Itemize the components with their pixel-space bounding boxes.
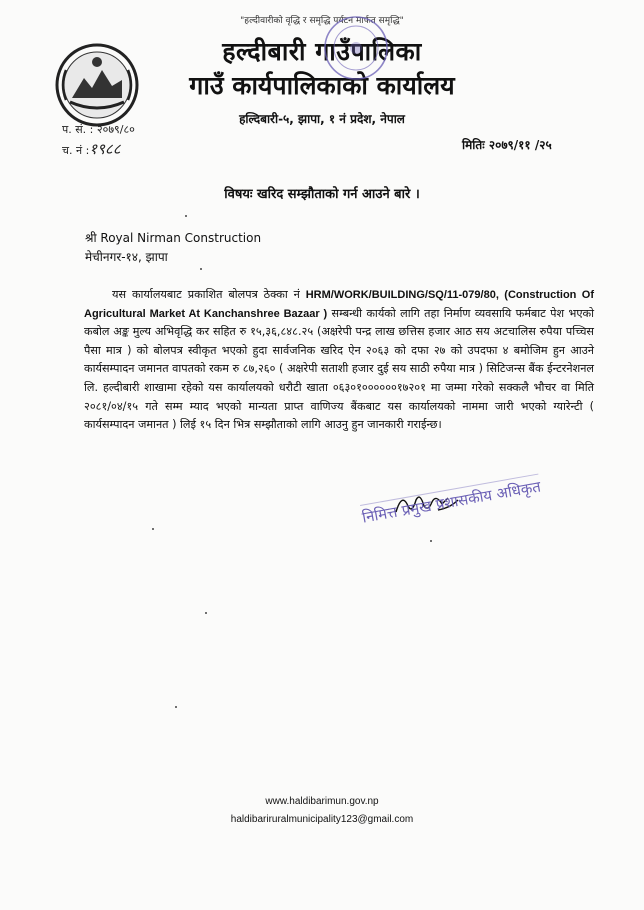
footer-email: haldibariruralmunicipality123@gmail.com (230, 814, 414, 825)
dust-speck (200, 268, 202, 270)
body-main: सम्बन्धी कार्यको लागि तहा निर्माण व्यवसायि फर्मबाट पेश भएको कबोल अङ्क मुल्य अभिवृद्धि कर सहित रु १५,३६,८४८.२५ (अक्षरेपी पन्द्र लाख छत्तिस हजार आठ सय अटचालिस रुपैया पच्चिस पैसा मात्र ) को बोलपत्र स्वीकृत भएको हुदा सार्वजनिक खरिद ऐन २०६३ को दफा २७ को उपदफा ४ बमोजिम हुन आउने कार्यसम्पादन जमानत वापतको रकम रु ८७,२६० ( अक्षरेपी सताशी हजार दुई सय साठी रुपैया मात्र ) सिटिजन्स बैंक ईन्टरनेशनल लि. हल्दीबारी शाखामा रहेको यस कार्यालयको धरौटी खाता ०६३०१००००००१७२०१ मा जम्मा गरेको सक्कलै भौचर वा मिति २०८१/०४/१५ गते सम्म म्याद भएको मान्यता प्राप्त वाणिज्य बैंकबाट यस कार्यालयको नाममा जारी भएको ग्यारेन्टी ( कार्यसम्पादन जमानत ) लिई १५ दिन भित्र सम्झौताको लागि आउनु हुन जानकारी गराईन्छ। (84, 306, 595, 432)
dust-speck (430, 540, 432, 542)
office-subtitle: गाउँ कार्यपालिकाको कार्यालय (189, 71, 455, 100)
tagline: "हल्दीवारीको वृद्धि र समृद्धि पर्यटन मार्फत समृद्धि" (240, 16, 404, 26)
dust-speck (175, 706, 177, 708)
dust-speck (205, 612, 207, 614)
letter-body (84, 286, 594, 435)
body-intro: यस कार्यालयबाट प्रकाशित बोलपत्र ठेक्का नं (112, 288, 306, 301)
footer-website: www.haldibarimun.gov.np (265, 796, 379, 807)
office-seal-stamp (322, 14, 390, 82)
dust-speck (185, 215, 187, 217)
contract-number: HRM/WORK/BUILDING/SQ/11-079/80, (Construction Of Agricultural Market At Kanchanshree Bazaar ) (84, 289, 594, 320)
address: हल्दिबारी-५, झापा, १ नं प्रदेश, नेपाल (239, 112, 405, 126)
officer-stamp: निमित्त प्रमुख प्रशासकीय अधिकृत (360, 474, 542, 528)
subject-line: विषयः खरिद सम्झौताको गर्न आउने बारे । (224, 187, 420, 202)
ps-number: प. सं. : २०७९/८० (62, 123, 135, 136)
cha-number-row (62, 139, 121, 159)
cha-value: १९८८ (89, 140, 121, 158)
recipient-address: मेचीनगर-१४, झापा (85, 250, 168, 264)
dust-speck (152, 528, 154, 530)
office-name: हल्दीबारी गाउँपालिका (222, 37, 422, 66)
cha-label: च. नं : (62, 144, 90, 157)
letter-date: मितिः २०७९/११ /२५ (462, 138, 552, 152)
recipient-name: श्री Royal Nirman Construction (85, 231, 262, 245)
